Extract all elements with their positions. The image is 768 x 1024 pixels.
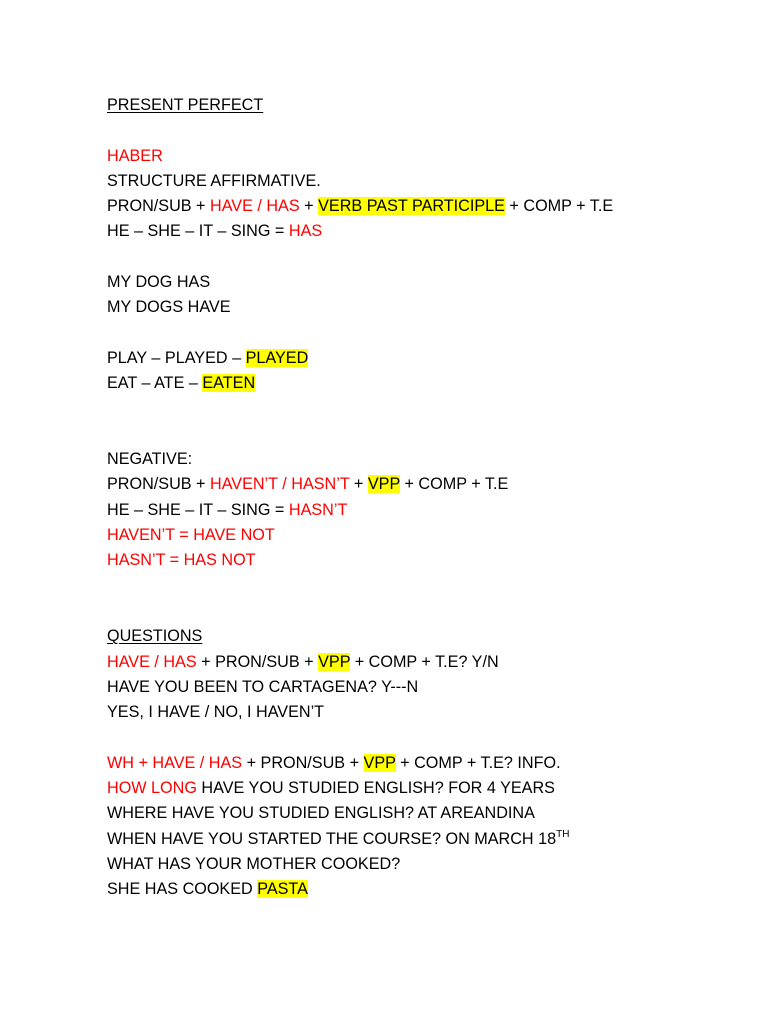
wh-example: WHAT HAS YOUR MOTHER COOKED?	[107, 854, 401, 873]
verb-forms-text: EAT – ATE –	[107, 374, 203, 393]
wh-example	[107, 827, 748, 852]
auxiliary-red: WH + HAVE / HAS	[107, 753, 243, 772]
structure-text: PRON/SUB +	[107, 197, 210, 216]
yn-example: HAVE YOU BEEN TO CARTAGENA? Y---N	[107, 677, 419, 696]
spacer	[107, 118, 748, 143]
example-text: SHE HAS COOKED	[107, 880, 258, 899]
wh-example	[107, 877, 748, 902]
verb-forms-line	[107, 371, 748, 396]
example-text: HAVE YOU STUDIED ENGLISH? FOR 4 YEARS	[196, 779, 555, 798]
past-participle-highlight: EATEN	[202, 374, 256, 393]
vpp-highlight: VPP	[367, 475, 400, 494]
structure-text: + COMP + T.E? Y/N	[350, 652, 499, 671]
structure-text: + PRON/SUB +	[242, 753, 364, 772]
affirmative-heading: STRUCTURE AFFIRMATIVE.	[107, 171, 321, 190]
spacer	[107, 321, 748, 346]
wh-example	[107, 776, 748, 801]
vpp-highlight: VPP	[318, 652, 351, 671]
contraction-line: HAVEN’T = HAVE NOT	[107, 526, 275, 545]
verb-forms-text: PLAY – PLAYED –	[107, 348, 246, 367]
verb-forms-line	[107, 346, 748, 371]
document-title: PRESENT PERFECT	[107, 96, 264, 114]
haber-label: HABER	[107, 146, 163, 165]
auxiliary-red: HASN’T	[288, 500, 348, 519]
rule-text: HE – SHE – IT – SING =	[107, 500, 289, 519]
auxiliary-red: HAS	[288, 222, 323, 241]
rule-text: HE – SHE – IT – SING =	[107, 222, 289, 241]
example-line: MY DOG HAS	[107, 273, 211, 292]
wh-structure	[107, 751, 748, 776]
spacer	[107, 397, 748, 448]
auxiliary-red: HAVE / HAS	[210, 197, 300, 216]
spacer	[107, 725, 748, 750]
answer-highlight: PASTA	[257, 880, 308, 899]
ordinal-superscript: TH	[556, 828, 570, 840]
auxiliary-red: HAVE / HAS	[107, 652, 197, 671]
structure-text: + COMP + T.E	[399, 475, 509, 494]
spacer	[107, 245, 748, 270]
structure-text: + COMP + T.E	[504, 197, 614, 216]
example-text: WHEN HAVE YOU STARTED THE COURSE? ON MARCH 18	[107, 829, 557, 848]
example-line: MY DOGS HAVE	[107, 298, 231, 317]
contraction-line: HASN’T = HAS NOT	[107, 551, 256, 570]
negative-rule	[107, 498, 748, 523]
auxiliary-red: HAVEN’T / HASN’T	[210, 475, 350, 494]
affirmative-structure	[107, 194, 748, 219]
past-participle-highlight: PLAYED	[245, 348, 309, 367]
structure-text: + PRON/SUB +	[196, 652, 319, 671]
yn-answer: YES, I HAVE / NO, I HAVEN’T	[107, 703, 325, 722]
affirmative-rule	[107, 219, 748, 244]
structure-text: PRON/SUB +	[107, 475, 210, 494]
wh-word-red: HOW LONG	[107, 779, 197, 798]
spacer	[107, 574, 748, 625]
questions-heading: QUESTIONS	[107, 627, 203, 646]
vpp-highlight: VERB PAST PARTICIPLE	[318, 197, 505, 216]
structure-text: +	[349, 475, 368, 494]
negative-heading: NEGATIVE:	[107, 450, 193, 469]
vpp-highlight: VPP	[363, 753, 396, 772]
structure-text: + COMP + T.E? INFO.	[395, 753, 561, 772]
negative-structure	[107, 472, 748, 497]
structure-text: +	[299, 197, 319, 216]
document-page	[107, 93, 748, 903]
yn-structure	[107, 650, 748, 675]
wh-example: WHERE HAVE YOU STUDIED ENGLISH? AT AREANDINA	[107, 804, 535, 823]
